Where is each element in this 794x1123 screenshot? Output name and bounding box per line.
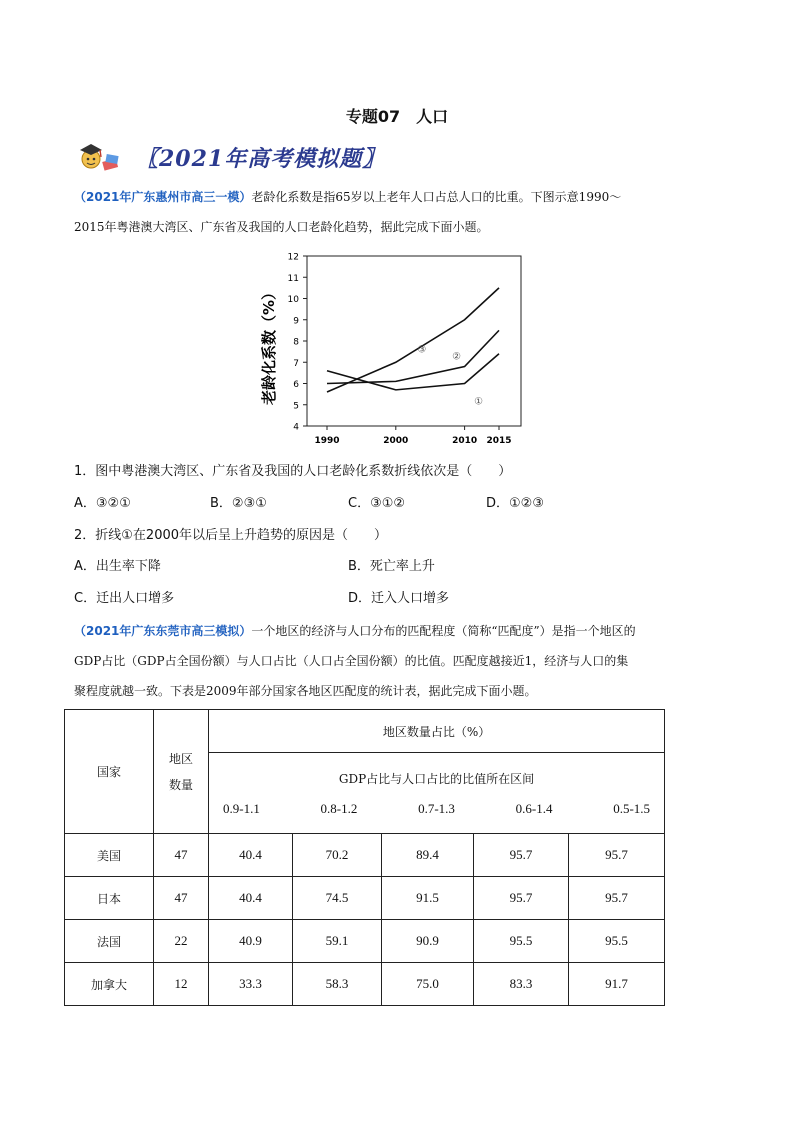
question-2-stem: 2．折线①在2000年以后呈上升趋势的原因是（ ） xyxy=(74,528,388,543)
y-tick-label: 9 xyxy=(293,316,299,327)
y-tick-label: 11 xyxy=(287,273,299,284)
range-label: 0.7-1.3 xyxy=(418,800,455,816)
cell-value: 95.5 xyxy=(474,920,569,963)
cell-count: 47 xyxy=(154,834,209,877)
passage-1-source: （2021年广东惠州市高三一模） xyxy=(74,190,252,204)
passage-2 xyxy=(74,616,724,706)
q1-option-b[interactable]: B．②③① xyxy=(210,496,267,511)
graduate-mascot-icon xyxy=(74,140,124,174)
q1-option-a[interactable]: A．③②① xyxy=(74,496,131,511)
passage-2-line3: 聚程度就越一致。下表是2009年部分国家各地区匹配度的统计表，据此完成下面小题。 xyxy=(74,684,537,698)
cell-value: 83.3 xyxy=(474,963,569,1006)
cell-count: 12 xyxy=(154,963,209,1006)
passage-2-line2: GDP占比（GDP占全国份额）与人口占比（人口占全国份额）的比值。匹配度越接近1，经济与人口的集 xyxy=(74,654,629,668)
cell-value: 40.4 xyxy=(209,834,293,877)
cell-value: 95.7 xyxy=(569,877,665,920)
range-label: 0.8-1.2 xyxy=(320,800,358,816)
cell-value: 89.4 xyxy=(382,834,474,877)
y-tick-label: 8 xyxy=(293,337,299,348)
cell-value: 70.2 xyxy=(293,834,382,877)
header-ratio: GDP占比与人口占比的比值所在区间 xyxy=(338,771,535,786)
cell-value: 90.9 xyxy=(382,920,474,963)
cell-value: 59.1 xyxy=(293,920,382,963)
cell-value: 95.7 xyxy=(474,877,569,920)
section-header xyxy=(74,140,394,174)
x-tick-label: 2000 xyxy=(383,436,409,446)
y-tick-label: 7 xyxy=(293,358,299,369)
q2-option-c[interactable]: C．迁出人口增多 xyxy=(74,591,175,606)
table-row xyxy=(65,834,665,877)
series-label: ③ xyxy=(417,344,427,356)
chart-ylabel: 老龄化系数（%） xyxy=(260,284,278,406)
header-ratio-cell xyxy=(209,753,665,834)
cell-value: 74.5 xyxy=(293,877,382,920)
y-tick-label: 10 xyxy=(287,295,299,305)
cell-value: 91.7 xyxy=(569,963,665,1006)
table-row xyxy=(65,877,665,920)
series-label: ② xyxy=(452,351,462,363)
cell-value: 33.3 xyxy=(209,963,293,1006)
range-label: 0.5-1.5 xyxy=(613,800,651,816)
cell-value: 40.9 xyxy=(209,920,293,963)
cell-value: 58.3 xyxy=(293,963,382,1006)
q2-option-d[interactable]: D．迁入人口增多 xyxy=(348,591,450,606)
q2-option-b[interactable]: B．死亡率上升 xyxy=(348,559,435,574)
y-tick-label: 5 xyxy=(293,401,299,412)
passage-2-line1: 一个地区的经济与人口分布的匹配程度（简称“匹配度”）是指一个地区的 xyxy=(251,624,636,638)
x-tick-label: 2010 xyxy=(452,436,478,446)
cell-value: 95.7 xyxy=(474,834,569,877)
cell-country: 美国 xyxy=(65,834,154,877)
cell-country: 日本 xyxy=(65,877,154,920)
cell-country: 加拿大 xyxy=(65,963,154,1006)
cell-value: 95.5 xyxy=(569,920,665,963)
range-label: 0.9-1.1 xyxy=(223,800,260,816)
section-label: 〖2021年高考模拟题〗 xyxy=(136,146,386,172)
cell-value: 40.4 xyxy=(209,877,293,920)
table-row xyxy=(65,920,665,963)
y-tick-label: 4 xyxy=(293,422,299,433)
question-1-stem: 1．图中粤港澳大湾区、广东省及我国的人口老龄化系数折线依次是（ ） xyxy=(74,464,512,479)
series-line xyxy=(327,351,499,390)
passage-1 xyxy=(74,182,724,242)
cell-value: 91.5 xyxy=(382,877,474,920)
header-country: 国家 xyxy=(65,710,154,834)
q1-option-c[interactable]: C．③①② xyxy=(348,496,406,511)
range-label: 0.6-1.4 xyxy=(515,800,553,816)
cell-country: 法国 xyxy=(65,920,154,963)
cell-count: 47 xyxy=(154,877,209,920)
series-label: ① xyxy=(474,396,484,408)
header-share: 地区数量占比（%） xyxy=(209,710,665,753)
cell-value: 75.0 xyxy=(382,963,474,1006)
aging-line-chart xyxy=(262,245,530,450)
table-row xyxy=(65,963,665,1006)
y-tick-label: 12 xyxy=(287,252,299,263)
cell-value: 95.7 xyxy=(569,834,665,877)
q1-option-d[interactable]: D．①②③ xyxy=(486,496,544,511)
match-degree-table xyxy=(64,709,665,1006)
passage-1-line2: 2015年粤港澳大湾区、广东省及我国的人口老龄化趋势，据此完成下面小题。 xyxy=(74,220,489,234)
cell-count: 22 xyxy=(154,920,209,963)
page-title: 专题07 人口 xyxy=(345,107,449,126)
y-tick-label: 6 xyxy=(293,380,299,390)
passage-2-source: （2021年广东东莞市高三模拟） xyxy=(74,624,252,638)
x-tick-label: 1990 xyxy=(314,436,340,446)
q2-option-a[interactable]: A．出生率下降 xyxy=(74,559,161,574)
header-region-count: 地区 数量 xyxy=(154,710,209,834)
passage-1-line1: 老龄化系数是指65岁以上老年人口占总人口的比重。下图示意1990～ xyxy=(251,190,622,204)
x-tick-label: 2015 xyxy=(486,436,512,446)
ratio-ranges xyxy=(209,801,664,817)
